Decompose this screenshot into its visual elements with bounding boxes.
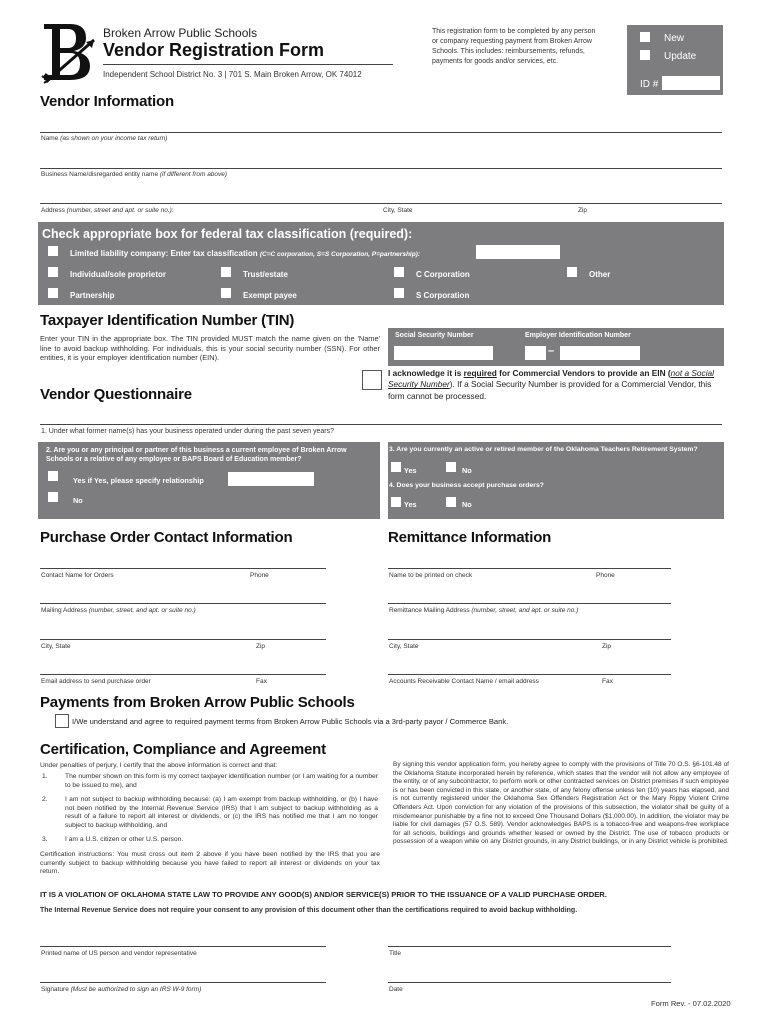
date-field[interactable] (388, 982, 671, 983)
ein-prefix-field[interactable] (525, 346, 546, 360)
q3-yes-label: Yes (404, 466, 417, 475)
questionnaire-heading: Vendor Questionnaire (40, 386, 192, 403)
title-underline (103, 64, 393, 65)
form-title: Vendor Registration Form (103, 40, 325, 60)
q2-yes-checkbox[interactable] (48, 471, 58, 481)
po-contact-heading: Purchase Order Contact Information (40, 529, 293, 546)
irs-note: The Internal Revenue Service does not require your consent to any provision of this document other than the certifications required to avoid backup withholding. (40, 907, 578, 914)
remittance-heading: Remittance Information (388, 529, 552, 546)
po-mailing-label: Mailing Address (number, street, and apt. or suite no.) (41, 607, 196, 614)
address-field[interactable] (40, 203, 722, 204)
other-checkbox[interactable] (567, 267, 577, 277)
remit-city-field[interactable] (388, 639, 671, 640)
q2-no-checkbox[interactable] (48, 492, 58, 502)
payments-heading: Payments from Broken Arrow Public Schools (40, 694, 355, 711)
question-4: 4. Does your business accept purchase orders? (389, 482, 544, 489)
po-city-field[interactable] (40, 639, 326, 640)
former-names-field[interactable] (40, 424, 722, 425)
address-label: Address (number, street and apt. or suite no.): (41, 207, 174, 214)
date-label: Date (389, 986, 403, 993)
payment-terms-checkbox[interactable] (55, 714, 69, 728)
title-label: Title (389, 950, 402, 957)
remit-ar-field[interactable] (388, 674, 671, 675)
q2-no-label: No (73, 496, 83, 505)
new-checkbox[interactable] (640, 32, 650, 42)
other-label: Other (589, 270, 611, 279)
business-name-label: Business Name/disregarded entity name (if different from above) (41, 171, 228, 178)
remit-fax-label: Fax (602, 678, 613, 685)
trust-label: Trust/estate (243, 270, 288, 279)
tin-heading: Taxpayer Identification Number (TIN) (40, 312, 295, 329)
city-state-label: City, State (383, 207, 413, 214)
po-zip-label: Zip (256, 643, 266, 650)
partnership-label: Partnership (70, 291, 115, 300)
printed-name-field[interactable] (40, 946, 326, 947)
signature-field[interactable] (40, 982, 326, 983)
llc-checkbox[interactable] (48, 246, 58, 256)
certification-heading: Certification, Compliance and Agreement (40, 741, 326, 758)
questions-3-4-panel (388, 442, 724, 519)
po-phone-label: Phone (250, 572, 269, 579)
exempt-payee-checkbox[interactable] (221, 288, 231, 298)
update-checkbox[interactable] (640, 50, 650, 60)
signature-label: Signature (Must be authorized to sign an IRS W-9 form) (41, 986, 202, 993)
question-1: 1. Under what former name(s) has your business operated under during the past seven years? (41, 428, 334, 435)
violation-notice: IT IS A VIOLATION OF OKLAHOMA STATE LAW TO PROVIDE ANY GOOD(S) AND/OR SERVICE(S) PRIOR TO THE ISSUANCE OF A VALID PURCHASE ORDER. (40, 890, 607, 899)
q4-yes-checkbox[interactable] (391, 497, 401, 507)
trust-checkbox[interactable] (221, 267, 231, 277)
cert-item-1-num: 1. (42, 773, 48, 780)
remit-name-label: Name to be printed on check (389, 572, 473, 579)
ein-suffix-field[interactable] (560, 346, 640, 360)
po-fax-label: Fax (256, 678, 267, 685)
id-field[interactable] (662, 76, 720, 90)
id-label: ID # (640, 79, 659, 90)
ssn-label: Social Security Number (395, 332, 474, 339)
name-field[interactable] (40, 132, 722, 133)
individual-checkbox[interactable] (48, 267, 58, 277)
po-email-field[interactable] (40, 674, 326, 675)
ein-acknowledge-text: I acknowledge it is required for Commercial Vendors to provide an EIN (not a Social Security Number). If a Social Security Number is provided for a Commercial Vendor, this form cannot be processed. (388, 368, 714, 401)
po-city-label: City, State (41, 643, 71, 650)
update-label: Update (664, 51, 697, 62)
form-revision: Form Rev. - 07.02.2020 (651, 999, 731, 1008)
new-label: New (664, 33, 685, 44)
relationship-field[interactable] (228, 472, 314, 486)
q3-no-checkbox[interactable] (446, 462, 456, 472)
llc-classification-field[interactable] (476, 245, 560, 259)
s-corp-label: S Corporation (416, 291, 470, 300)
q3-no-label: No (462, 466, 472, 475)
district-logo (40, 20, 98, 84)
tin-instructions: Enter your TIN in the appropriate box. The TIN provided MUST match the name given on the 'Name' line to avoid backup withholding. For individuals, this is your social security number (SSN). For other entities, it is your employer identification number (EIN). (40, 334, 380, 363)
po-mailing-field[interactable] (40, 603, 326, 604)
q4-no-label: No (462, 500, 472, 509)
tax-classification-heading: Check appropriate box for federal tax classification (required): (42, 227, 413, 241)
cert-item-2: I am not subject to backup withholding because: (a) I am exempt from backup withholding, or (b) I have not been notified by the Internal Revenue Service (IRS) that I am subject to backup withholding as a result of a failure to report all interest or dividends, or (c) the IRS has notified me that I am no longer subject to backup withholding, and (65, 796, 378, 829)
certification-intro: Under penalties of perjury, I certify that the above information is correct and that: (40, 762, 278, 769)
exempt-payee-label: Exempt payee (243, 291, 297, 300)
ein-acknowledge-checkbox[interactable] (362, 370, 382, 390)
contact-name-label: Contact Name for Orders (41, 572, 114, 579)
po-email-label: Email address to send purchase order (41, 678, 151, 685)
ein-dash: – (548, 345, 555, 357)
ein-label: Employer Identification Number (525, 332, 631, 339)
question-2: 2. Are you or any principal or partner of this business a current employee of Broken Arrow Schools or a relative of any employee or BAPS Board of Education member? (46, 447, 347, 463)
vendor-info-heading: Vendor Information (40, 93, 174, 110)
remit-city-label: City, State (389, 643, 419, 650)
remit-phone-label: Phone (596, 572, 615, 579)
org-name: Broken Arrow Public Schools (103, 26, 258, 40)
cert-item-3: I am a U.S. citizen or other U.S. person. (65, 836, 184, 843)
district-address: Independent School District No. 3 | 701 S. Main Broken Arrow, OK 74012 (103, 70, 362, 79)
printed-name-label: Printed name of US person and vendor representative (41, 950, 197, 957)
title-field[interactable] (388, 946, 671, 947)
q2-yes-label: Yes if Yes, please specify relationship (73, 476, 204, 485)
compliance-text: By signing this vendor application form, you hereby agree to comply with the provisions of Title 70 O.S. §6-101.48 of the Oklahoma Statute incorporated herein by reference, which states that the vendor will not allow any employee of the entity, or of any subcontractor, to perform work or other contracted services on District premises if such employee is or has been convicted in this state, or another state, of any felony offense unless ten (10) years has elapsed, and is not currently registered under the Oklahoma Sex Offenders Registration Act or the Mary Rippy Violent Crime Offenders Act. Upon conviction for any violation of the provisions of this subsection, the violator shall be guilty of a misdemeanor punishable by a fine not to exceed One Thousand Dollars ($1,000.00). In addition, the violator may be liable for civil damages (57 O.S. 589). Vendor acknowledges BAPS is a tobacco-free and weapons-free workplace for all schools, buildings and grounds whether leased or owned by the District. The use of tobacco products or possession of a weapon while on any District grounds, in any District buildings, or in any District vehicle is prohibited. (393, 761, 729, 846)
remit-mailing-field[interactable] (388, 603, 671, 604)
zip-label: Zip (578, 207, 588, 214)
cert-item-2-num: 2. (42, 796, 48, 803)
contact-name-field[interactable] (40, 568, 326, 569)
question-3: 3. Are you currently an active or retired member of the Oklahoma Teachers Retirement System? (389, 446, 698, 453)
cert-item-1: The number shown on this form is my correct taxpayer identification number (or I am waiting for a number to be issued to me), and (65, 773, 378, 789)
q3-yes-checkbox[interactable] (391, 462, 401, 472)
q4-no-checkbox[interactable] (446, 497, 456, 507)
individual-label: Individual/sole proprietor (70, 270, 167, 279)
partnership-checkbox[interactable] (48, 288, 58, 298)
remit-ar-label: Accounts Receivable Contact Name / email address (389, 678, 539, 685)
header-note: This registration form to be completed by any person or company requesting payment from Broken Arrow Schools. This includes: reimbursements, refunds, payments for goods and/or services, etc. (432, 28, 596, 65)
s-corp-checkbox[interactable] (394, 288, 404, 298)
remit-mailing-label: Remittance Mailing Address (number, street, and apt. or suite no.) (389, 607, 579, 614)
c-corp-checkbox[interactable] (394, 267, 404, 277)
certification-instructions: Certification instructions: You must cross out item 2 above if you have been notified by the IRS that you are currently subject to backup withholding because you have failed to report all interest or dividends on your tax return. (40, 851, 380, 876)
remit-name-field[interactable] (388, 568, 671, 569)
payment-terms-text: I/We understand and agree to required payment terms from Broken Arrow Public Schools via a 3rd-party payor / Commerce Bank. (72, 717, 509, 726)
llc-label: Limited liability company: Enter tax classification (C=C corporation, S=S Corporation, P=partnership): (70, 249, 421, 258)
q4-yes-label: Yes (404, 500, 417, 509)
name-label: Name (as shown on your income tax return) (41, 135, 168, 142)
ssn-field[interactable] (394, 346, 493, 360)
business-name-field[interactable] (40, 168, 722, 169)
cert-item-3-num: 3. (42, 836, 48, 843)
c-corp-label: C Corporation (416, 270, 470, 279)
remit-zip-label: Zip (602, 643, 612, 650)
